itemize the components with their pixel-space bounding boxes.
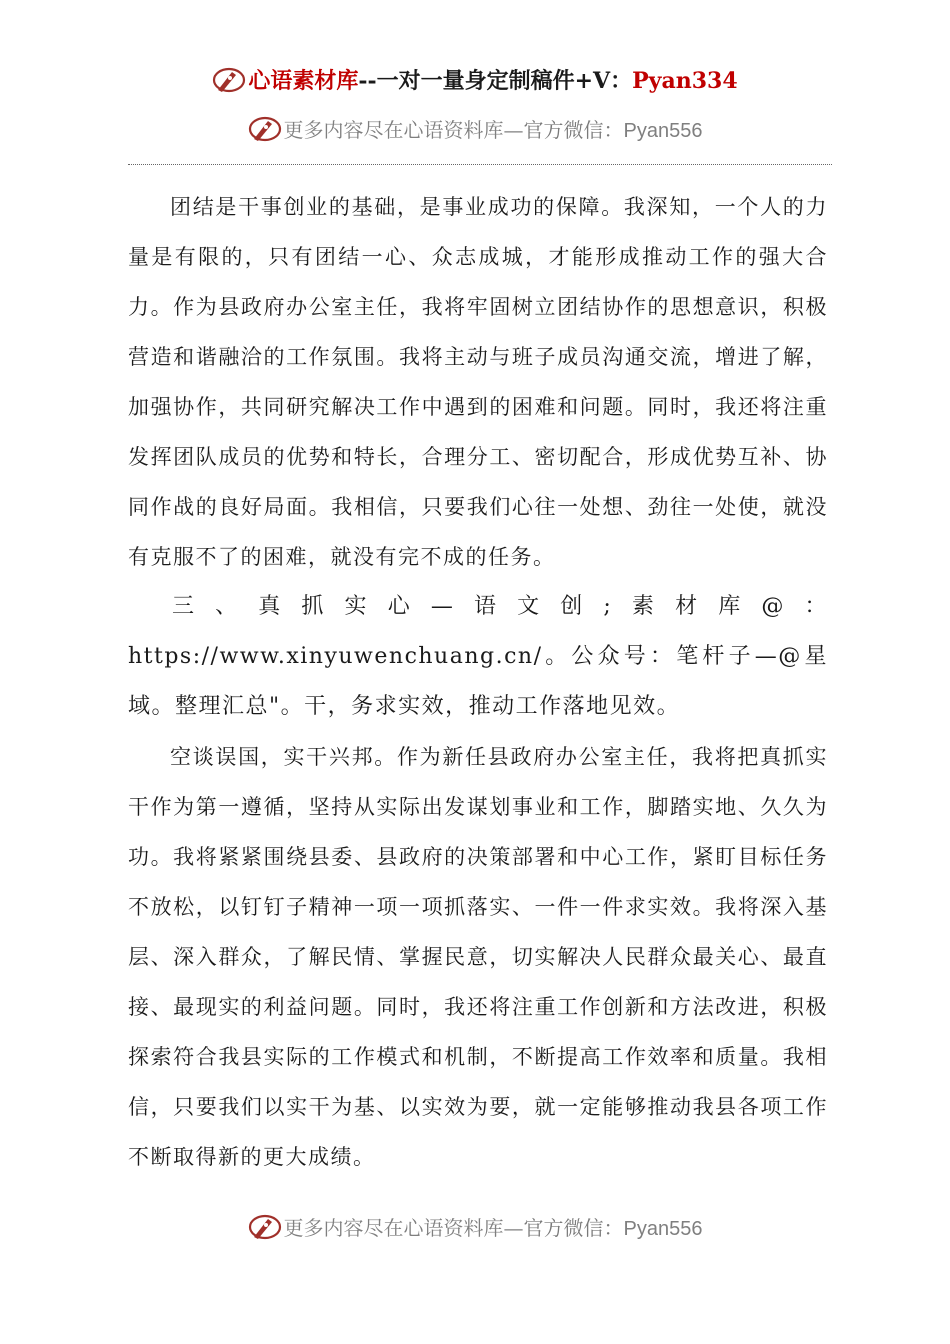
- header-slogan: 一对一量身定制稿件+V：: [376, 68, 633, 94]
- header-separator: --: [358, 68, 377, 94]
- header-divider: [128, 164, 832, 165]
- brand-name: 心语素材库: [248, 68, 359, 94]
- pen-logo-icon: [212, 66, 246, 94]
- watermark-dash: —: [503, 118, 524, 142]
- paragraph-unity: 团结是干事创业的基础，是事业成功的保障。我深知，一个人的力量是有限的，只有团结一心、众志成城，才能形成推动工作的强大合力。作为县政府办公室主任，我将牢固树立团结协作的思想意识，积极营造和谐融洽的工作氛围。我将主动与班子成员沟通交流，增进了解，加强协作，共同研究解决工作中遇到的困难和问题。同时，我还将注重发挥团队成员的优势和特长，合理分工、密切配合，形成优势互补、协同作战的良好局面。我相信，只要我们心往一处想、劲往一处使，就没有克服不了的困难，就没有完不成的任务。: [128, 195, 828, 569]
- watermark-text: 更多内容尽在心语资料库: [283, 1216, 504, 1240]
- document-header: [0, 64, 950, 95]
- watermark-text: 更多内容尽在心语资料库: [283, 118, 504, 142]
- document-body: [128, 182, 828, 1182]
- watermark-top: [0, 114, 950, 143]
- watermark-dash: —: [503, 1216, 524, 1240]
- watermark-wechat-label: 官方微信：: [523, 118, 624, 142]
- header-contact: Pyan334: [632, 68, 738, 94]
- section-heading-three: 三、真抓实心—语文创;素材库@：https://www.xinyuwenchuang.cn/。公众号：笔杆子—@星域。整理汇总"。干，务求实效，推动工作落地见效。: [128, 594, 828, 719]
- paragraph-practical-work: 空谈误国，实干兴邦。作为新任县政府办公室主任，我将把真抓实干作为第一遵循，坚持从实际出发谋划事业和工作，脚踏实地、久久为功。我将紧紧围绕县委、县政府的决策部署和中心工作，紧盯目标任务不放松，以钉钉子精神一项一项抓落实、一件一件求实效。我将深入基层、深入群众，了解民情、掌握民意，切实解决人民群众最关心、最直接、最现实的利益问题。同时，我还将注重工作创新和方法改进，积极探索符合我县实际的工作模式和机制，不断提高工作效率和质量。我相信，只要我们以实干为基、以实效为要，就一定能够推动我县各项工作不断取得新的更大成绩。: [128, 745, 828, 1169]
- watermark-wechat-id: Pyan556: [623, 1218, 703, 1240]
- pen-logo-icon: [248, 115, 282, 143]
- watermark-wechat-id: Pyan556: [623, 120, 703, 142]
- pen-logo-icon: [248, 1213, 282, 1241]
- watermark-bottom: [0, 1212, 950, 1241]
- watermark-wechat-label: 官方微信：: [523, 1216, 624, 1240]
